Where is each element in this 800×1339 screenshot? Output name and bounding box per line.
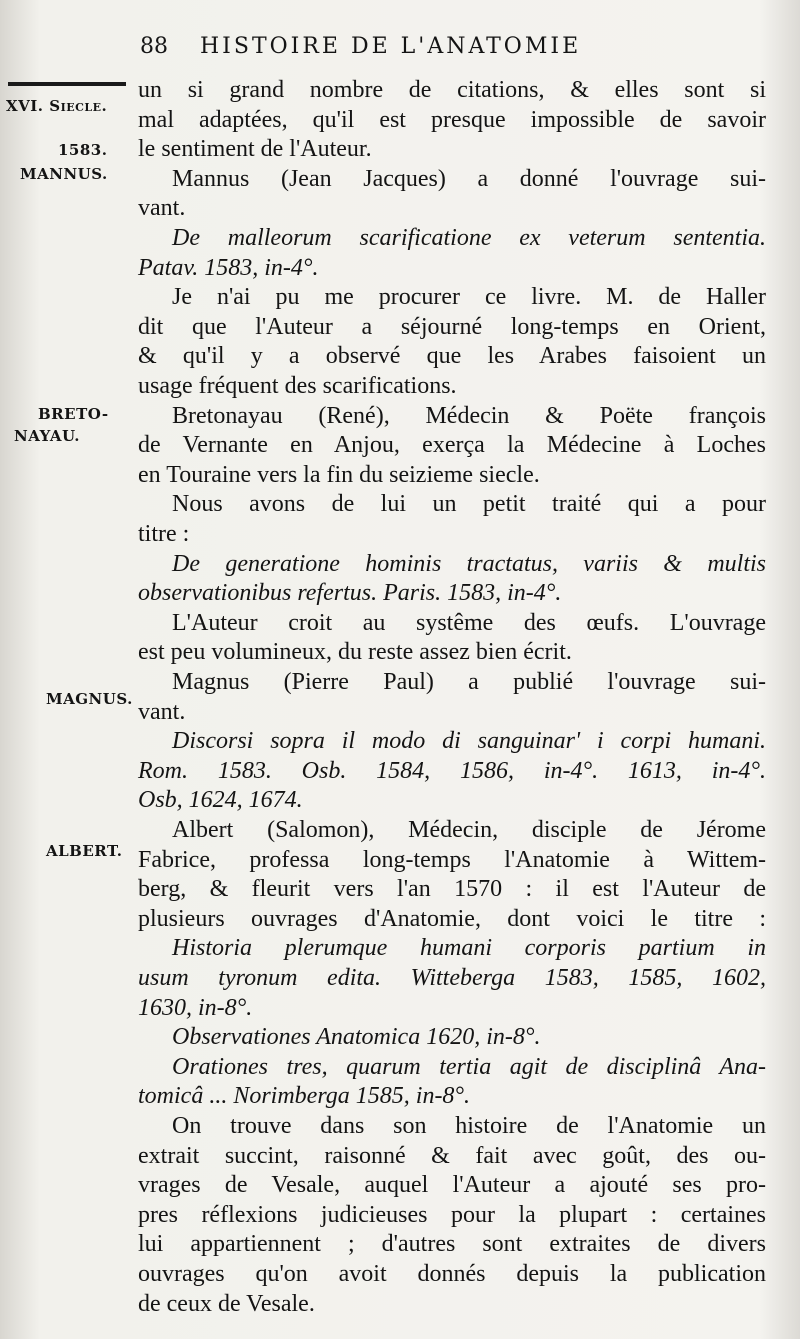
text-line: De generatione hominis tractatus, variis & multis (172, 550, 766, 577)
page-number: 88 (140, 34, 168, 59)
text-line: ouvrages qu'on avoit donnés depuis la publication (138, 1261, 766, 1287)
margin-note: BRETO- (38, 405, 109, 423)
text-line: le sentiment de l'Auteur. (138, 136, 372, 163)
margin-note: MANNUS. (20, 165, 108, 183)
text-line: Je n'ai pu me procurer ce livre. M. de Haller (172, 284, 766, 311)
text-line: dit que l'Auteur a séjourné long-temps en Orient, (138, 313, 766, 340)
text-line: berg, & fleurit vers l'an 1570 : il est l'Auteur de (138, 876, 766, 903)
text-line: Mannus (Jean Jacques) a donné l'ouvrage sui- (172, 165, 766, 192)
text-line: usage fréquent des scarifications. (138, 373, 457, 399)
text-line: 1630, in-8°. (138, 994, 253, 1021)
margin-note: ALBERT. (46, 842, 123, 860)
page-header (140, 34, 660, 59)
text-line: de Vernante en Anjou, exerça la Médecine à Loches (138, 432, 766, 459)
text-line: Albert (Salomon), Médecin, disciple de Jérome (172, 817, 766, 843)
margin-note: XVI. Siecle. (6, 97, 108, 115)
margin-note: NAYAU. (14, 427, 80, 445)
text-line: De malleorum scarificatione ex veterum sententia. (172, 225, 766, 251)
margin-rule (8, 82, 126, 86)
text-line: lui appartiennent ; d'autres sont extraites de divers (138, 1231, 766, 1258)
text-line: un si grand nombre de citations, & elles sont si (138, 77, 766, 103)
text-line: Historia plerumque humani corporis partium in (172, 935, 766, 962)
text-line: Magnus (Pierre Paul) a publié l'ouvrage sui- (172, 669, 766, 695)
text-line: est peu volumineux, du reste assez bien écrit. (138, 639, 572, 666)
text-line: usum tyronum edita. Witteberga 1583, 1585, 1602, (138, 965, 766, 991)
text-line: Discorsi sopra il modo di sanguinar' i corpi humani. (172, 728, 766, 755)
text-line: vrages de Vesale, auquel l'Auteur a ajouté ses pro- (138, 1172, 766, 1199)
text-line: Bretonayau (René), Médecin & Poëte françois (172, 402, 766, 429)
text-line: On trouve dans son histoire de l'Anatomie un (172, 1113, 766, 1139)
text-line: vant. (138, 698, 186, 725)
text-line: Orationes tres, quarum tertia agit de disciplinâ Ana- (172, 1053, 766, 1080)
margin-note: 1583. (58, 141, 108, 159)
text-line: pres réflexions judicieuses pour la plupart : certaines (138, 1201, 766, 1228)
text-line: Rom. 1583. Osb. 1584, 1586, in-4°. 1613, in-4°. (138, 757, 766, 784)
text-line: en Touraine vers la fin du seizieme siecle. (138, 461, 540, 488)
text-line: L'Auteur croit au systême des œufs. L'ouvrage (172, 609, 766, 636)
text-line: vant. (138, 195, 186, 222)
text-line: Nous avons de lui un petit traité qui a pour (172, 491, 766, 518)
text-line: Fabrice, professa long-temps l'Anatomie à Wittem- (138, 846, 766, 873)
text-line: titre : (138, 521, 190, 547)
text-line: Osb, 1624, 1674. (138, 787, 303, 814)
margin-note: MAGNUS. (46, 690, 133, 708)
text-line: mal adaptées, qu'il est presque impossible de savoir (138, 106, 766, 133)
text-line: tomicâ ... Norimberga 1585, in-8°. (138, 1083, 471, 1110)
text-line: & qu'il y a observé que les Arabes faisoient un (138, 343, 766, 370)
text-line: de ceux de Vesale. (138, 1290, 315, 1317)
text-line: extrait succint, raisonné & fait avec goût, des ou- (138, 1142, 766, 1169)
text-line: observationibus refertus. Paris. 1583, in-4°. (138, 580, 562, 607)
text-line: Patav. 1583, in-4°. (138, 254, 319, 281)
text-line: plusieurs ouvrages d'Anatomie, dont voici le titre : (138, 905, 766, 932)
text-line: Observationes Anatomica 1620, in-8°. (172, 1024, 541, 1051)
running-title: HISTOIRE DE L'ANATOMIE (200, 34, 582, 59)
